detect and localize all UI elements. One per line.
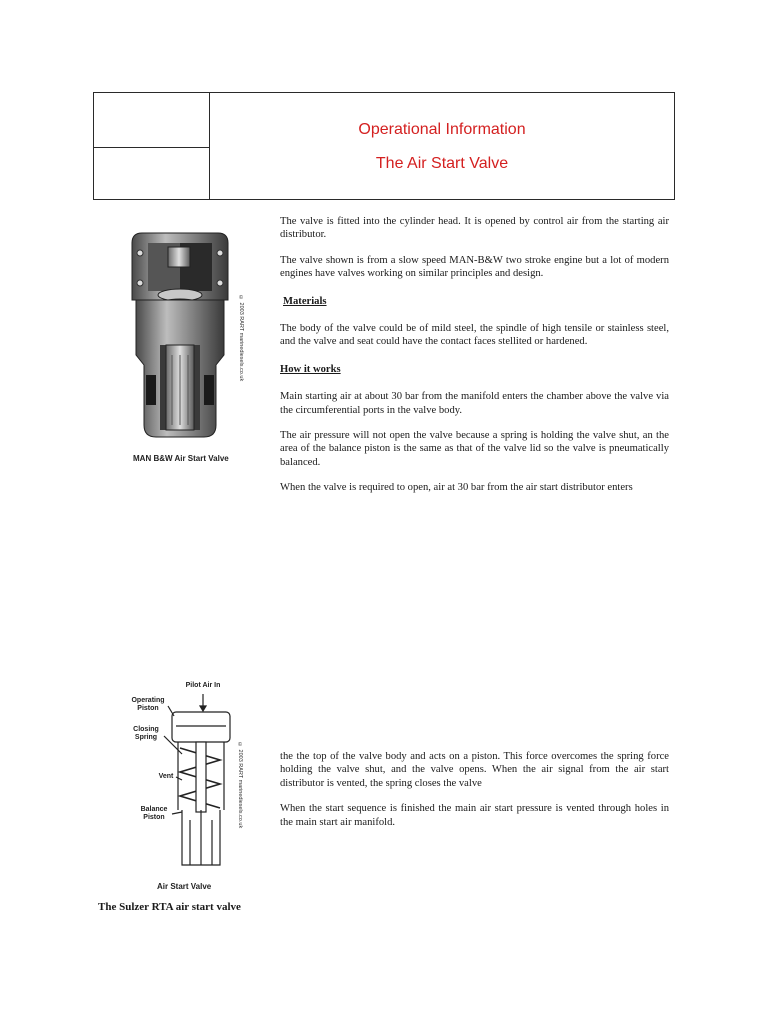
figure-caption: MAN B&W Air Start Valve bbox=[133, 454, 229, 463]
paragraph: The valve shown is from a slow speed MAN-B&W two stroke engine but a lot of modern engines have valves working on similar principles and design. bbox=[280, 254, 669, 280]
label-operating-piston: Operating Piston bbox=[131, 697, 165, 712]
paragraph: When the valve is required to open, air at 30 bar from the air start distributor enters bbox=[280, 482, 633, 494]
text-column-lower bbox=[280, 750, 669, 829]
paragraph: the the top of the valve body and acts on a piston. This force overcomes the spring force holding the valve shut, and the valve opens. When the air signal from the air start distributor is vented, the spring closes the valve bbox=[280, 751, 669, 789]
copyright-text: © 2003 RART marinediesels.co.uk bbox=[237, 742, 243, 829]
paragraph: When the start sequence is finished the main air start pressure is vented through holes in the main start air manifold. bbox=[280, 803, 669, 828]
paragraph: The valve is fitted into the cylinder head. It is opened by control air from the starting air distributor. bbox=[280, 216, 669, 241]
paragraph: The body of the valve could be of mild steel, the spindle of high tensile or stainless steel, and the valve and seat could have the contact faces stellited or hardened. bbox=[280, 323, 669, 348]
paragraph: The air pressure will not open the valve because a spring is holding the valve shut, an the area of the balance piston is the same as that of the valve lid so the valve is pneumatically balanced. bbox=[280, 430, 669, 468]
header-left-cell bbox=[94, 93, 210, 199]
text-column-upper bbox=[280, 215, 669, 495]
how-it-works-heading: How it works bbox=[280, 363, 341, 375]
label-vent: Vent bbox=[158, 773, 174, 780]
air-start-valve-figure bbox=[120, 680, 260, 895]
paragraph: Main starting air at about 30 bar from the manifold enters the chamber above the valve via the circumferential ports in the valve body. bbox=[280, 391, 669, 416]
man-bw-valve-figure bbox=[120, 225, 260, 470]
page-title: Operational Information bbox=[358, 121, 526, 138]
label-closing-spring: Closing Spring bbox=[133, 726, 159, 741]
copyright-text: © 2003 RART marinediesels.co.uk bbox=[238, 295, 244, 382]
header-table bbox=[93, 92, 675, 200]
materials-heading: Materials bbox=[283, 295, 327, 307]
figure-caption: Air Start Valve bbox=[157, 882, 212, 891]
label-pilot-air: Pilot Air In bbox=[185, 682, 221, 689]
page-subtitle: The Air Start Valve bbox=[375, 155, 509, 172]
header-left-divider bbox=[94, 147, 210, 148]
sulzer-caption: The Sulzer RTA air start valve bbox=[98, 901, 241, 913]
label-balance-piston: Balance Piston bbox=[140, 806, 168, 821]
